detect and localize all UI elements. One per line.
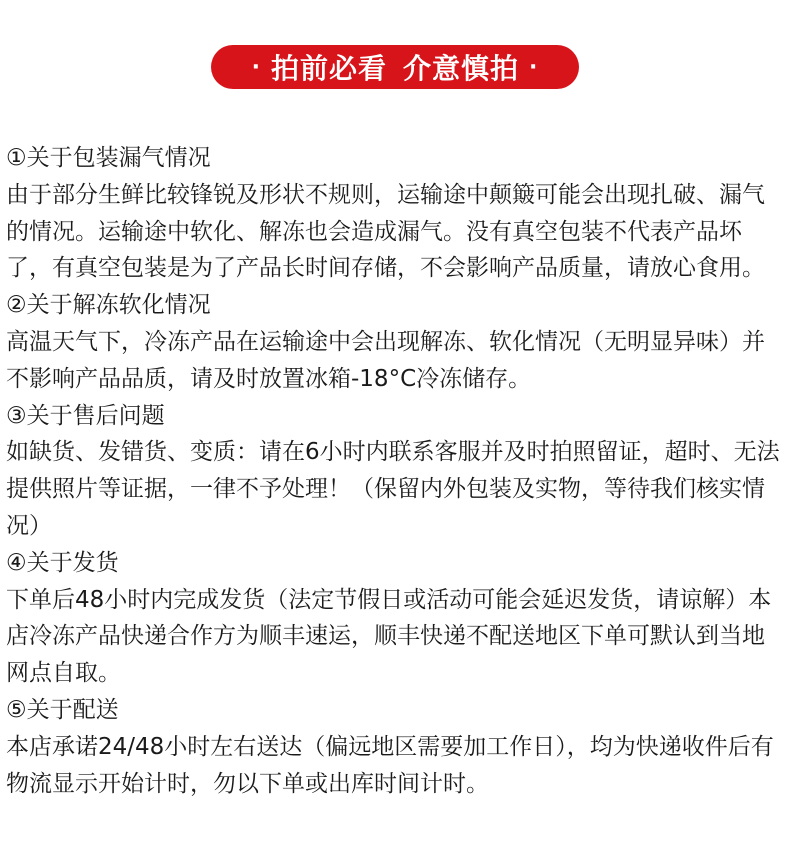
header-banner-wrapper [0, 45, 790, 89]
bullet-dot-right: · [529, 54, 539, 80]
header-banner [211, 45, 579, 89]
section-body-packaging: 由于部分生鲜比较锋锐及形状不规则，运输途中颠簸可能会出现扎破、漏气的情况。运输途中软化、解冻也会造成漏气。没有真空包装不代表产品坏了，有真空包装是为了产品长时间存储，不会影响产品质量，请放心食用。 [6, 181, 765, 282]
section-body-shipping: 下单后48小时内完成发货（法定节假日或活动可能会延迟发货，请谅解）本店冷冻产品快递合作方为顺丰速运，顺丰快递不配送地区下单可默认到当地网点自取。 [6, 586, 772, 687]
section-body-delivery: 本店承诺24/48小时左右送达（偏远地区需要加工作日），均为快递收件后有物流显示开始计时，勿以下单或出库时间计时。 [6, 733, 774, 797]
banner-title-right: 介意慎拍 [403, 52, 520, 85]
section-heading-shipping: ④关于发货 [6, 549, 119, 576]
banner-title-left: 拍前必看 [270, 52, 387, 85]
bullet-dot-left: · [251, 54, 261, 80]
section-heading-packaging: ①关于包装漏气情况 [6, 145, 211, 171]
section-body-thawing: 高温天气下，冷冻产品在运输途中会出现解冻、软化情况（无明显异味）并不影响产品品质，请及时放置冰箱-18°C冷冻储存。 [6, 328, 765, 392]
notice-content [6, 140, 786, 802]
section-heading-thawing: ②关于解冻软化情况 [6, 292, 211, 319]
section-heading-delivery: ⑤关于配送 [6, 696, 119, 723]
section-heading-after-sales: ③关于售后问题 [6, 402, 165, 429]
section-body-after-sales: 如缺货、发错货、变质：请在6小时内联系客服并及时拍照留证，超时、无法提供照片等证据，一律不予处理！（保留内外包装及实物，等待我们核实情况） [6, 439, 780, 539]
